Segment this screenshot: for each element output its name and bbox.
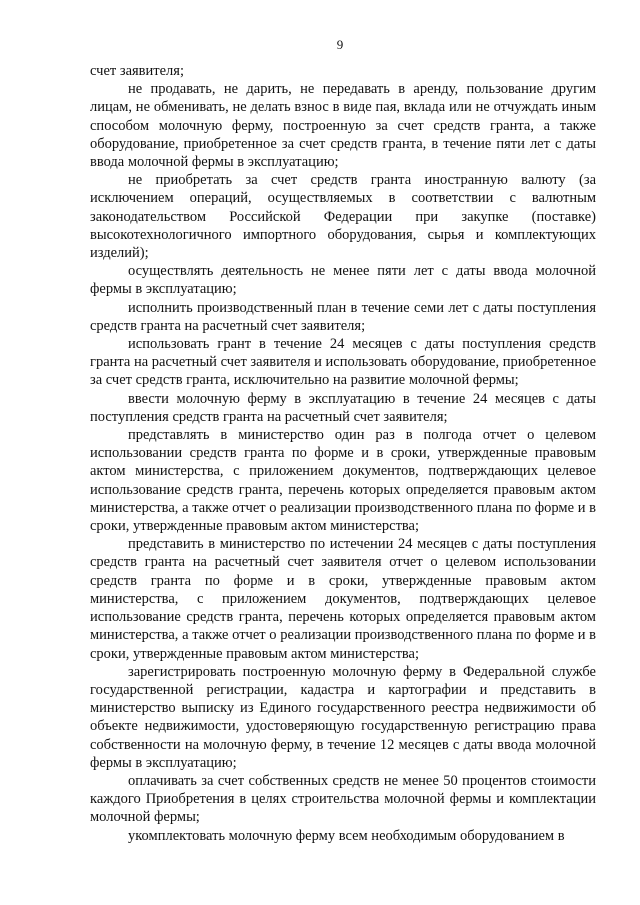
paragraph: укомплектовать молочную ферму всем необходимым оборудованием в <box>128 827 565 844</box>
paragraph: представить в министерство по истечении 24 месяцев с даты поступления средств гранта на расчетный счет заявителя отчет о целевом использовании средств гранта по форме и в сроки, утвержденные правовым актом министерства, с приложением документов, подтверждающих целевое использование средств гранта, перечень которых определяется правовым актом министерства, а также отчет о реализации производственного плана по форме и в сроки, утвержденные правовым актом министерства; <box>90 536 596 662</box>
paragraph: использовать грант в течение 24 месяцев с даты поступления средств гранта на расчетный счет заявителя и использовать оборудование, приобретенное за счет средств гранта, исключительно на развитие молочной фермы; <box>90 336 597 389</box>
paragraph: осуществлять деятельность не менее пяти лет с даты ввода молочной фермы в эксплуатацию; <box>90 263 596 298</box>
paragraph: оплачивать за счет собственных средств не менее 50 процентов стоимости каждого Приобретения в целях строительства молочной фермы и комплектации молочной фермы; <box>90 772 596 826</box>
paragraph: ввести молочную ферму в эксплуатацию в течение 24 месяцев с даты поступления средств гранта на расчетный счет заявителя; <box>90 390 596 425</box>
page-number: 9 <box>336 37 344 52</box>
paragraph: не продавать, не дарить, не передавать в аренду, пользование другим лицам, не обменивать, не делать взнос в виде пая, вклада или не отчуждать иным способом молочную ферму, построенную за счет средств гранта, а также оборудование, приобретенное за счет средств гранта, в течение пяти лет с даты ввода молочной фермы в эксплуатацию; <box>90 81 596 171</box>
paragraph: представлять в министерство один раз в полгода отчет о целевом использовании средств гранта по форме и в сроки, утвержденные правовым актом министерства, с приложением документов, подтверждающих целевое использование средств гранта, перечень которых определяется правовым актом министерства, а также отчет о реализации производственного плана по форме и в сроки, утвержденные правовым актом министерства; <box>90 427 596 535</box>
paragraph: зарегистрировать построенную молочную ферму в Федеральной службе государственной регистрации, кадастра и картографии и представить в министерство выписку из Единого государственного реестра недвижимости об объекте недвижимости, удостоверяющую государственную регистрацию права собственности на молочную ферму, в течение 12 месяцев с даты ввода молочной фермы в эксплуатацию; <box>90 663 596 771</box>
paragraph: счет заявителя; <box>90 63 184 79</box>
paragraph: не приобретать за счет средств гранта иностранную валюту (за исключением операций, осуществляемых в соответствии с валютным законодательством Российской Федерации при закупке (поставке) высокотехнологичного импортного оборудования, сырья и комплектующих изделий); <box>90 172 596 262</box>
document-body <box>90 62 596 845</box>
paragraph: исполнить производственный план в течение семи лет с даты поступления средств гранта на расчетный счет заявителя; <box>90 299 596 334</box>
